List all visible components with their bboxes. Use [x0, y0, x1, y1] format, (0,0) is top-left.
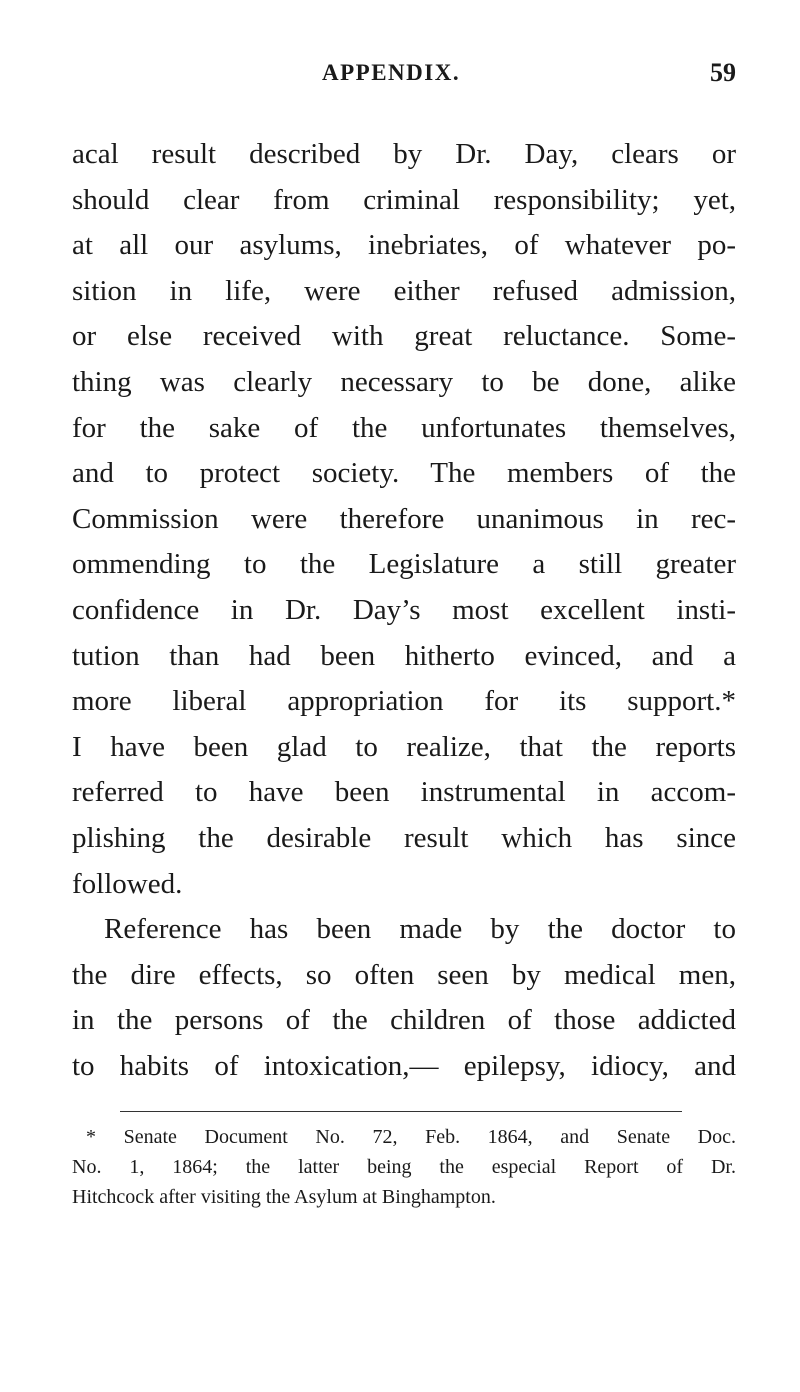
- text-line: plishing the desirable result which has since: [72, 821, 736, 854]
- text-line: thing was clearly necessary to be done, alike: [72, 365, 736, 398]
- text-line-paragraph-end: followed.: [72, 867, 183, 900]
- text-line: I have been glad to realize, that the reports: [72, 730, 736, 763]
- text-line: at all our asylums, inebriates, of whatever po-: [72, 229, 736, 262]
- footnote-line: Hitchcock after visiting the Asylum at Binghampton.: [72, 1186, 496, 1209]
- footnote-divider: [120, 1111, 682, 1112]
- text-line: to habits of intoxication,— epilepsy, idiocy, and: [72, 1049, 736, 1082]
- text-line: and to protect society. The members of the: [72, 457, 736, 490]
- page-number: 59: [710, 58, 736, 87]
- text-line: the dire effects, so often seen by medical men,: [72, 958, 736, 991]
- text-line: or else received with great reluctance. Some-: [72, 320, 736, 353]
- text-line: should clear from criminal responsibility; yet,: [72, 183, 736, 216]
- running-head-title: APPENDIX.: [322, 60, 461, 85]
- footnote-line: * Senate Document No. 72, Feb. 1864, and Senate Doc.: [86, 1126, 736, 1149]
- text-line: for the sake of the unfortunates themselves,: [72, 411, 736, 444]
- text-line: sition in life, were either refused admission,: [72, 274, 736, 307]
- text-line: confidence in Dr. Day’s most excellent insti-: [72, 593, 736, 626]
- text-line-paragraph-start: Reference has been made by the doctor to: [104, 913, 736, 946]
- text-line: Commission were therefore unanimous in rec-: [72, 502, 736, 535]
- running-head: [72, 60, 736, 100]
- text-line: ommending to the Legislature a still greater: [72, 548, 736, 581]
- text-line: in the persons of the children of those addicted: [72, 1004, 736, 1037]
- text-line: acal result described by Dr. Day, clears or: [72, 138, 736, 170]
- footnote: [72, 1122, 736, 1212]
- body-text: [72, 132, 736, 1089]
- book-page: [72, 60, 736, 1212]
- footnote-line: No. 1, 1864; the latter being the especial Report of Dr.: [72, 1156, 736, 1179]
- text-line: tution than had been hitherto evinced, and a: [72, 639, 736, 672]
- text-line: more liberal appropriation for its support.*: [72, 685, 736, 718]
- text-line: referred to have been instrumental in accom-: [72, 776, 736, 809]
